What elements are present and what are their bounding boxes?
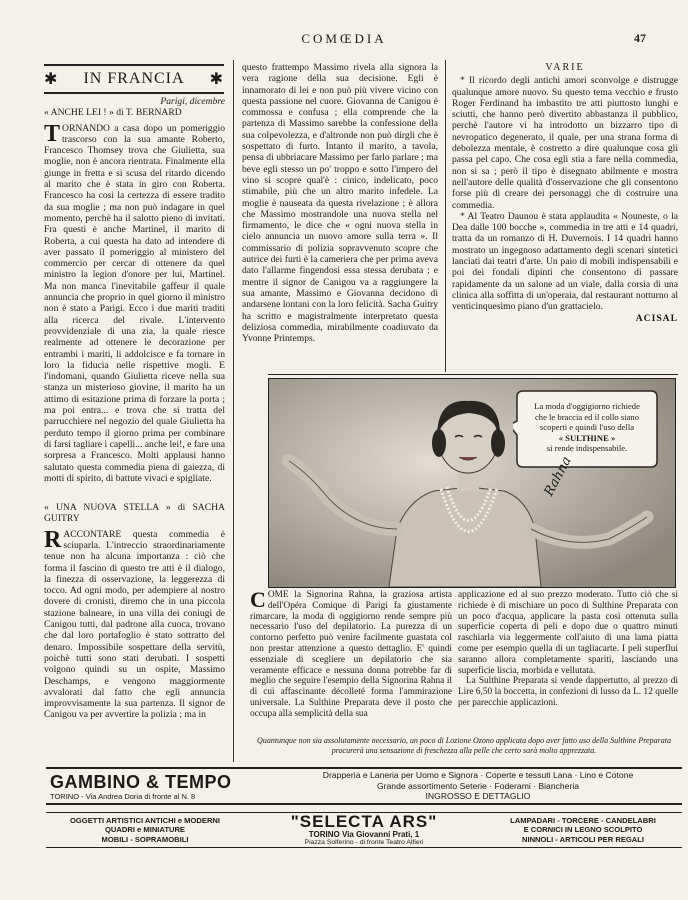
varie-item-2: * Al Teatro Daunou è stata applaudita « Nouneste, o la Dea dalle 100 bocche », commedia in tre atti e 14 quadri, tratta da un romanzo di H. Duvernois. I 14 quadri hanno mostrato un ingegnoso adattamento degli scenari sintetici lanciati dai teatri d'arte. Un paio di mobili indispensabili e poi dei fondali dipinti che consentono di passare rapidamente da un salone ad un viale, dalla corsia di una clinica alla soffitta di un'operaia, dal restaurant notturno al venticinquesimo piano d'un grattacielo.	[452, 210, 678, 313]
bubble-line: La moda d'oggigiorno richiede	[534, 401, 640, 411]
selecta-line: E CORNICI IN LEGNO SCOLPITO	[523, 825, 643, 835]
drop-cap: C	[250, 590, 266, 612]
article-anche-lei	[44, 120, 225, 485]
column-divider-1	[233, 60, 234, 762]
bubble-line: si rende indispensabile.	[546, 443, 628, 454]
article-continuation: questo frattempo Massimo rivela alla signora la vera ragione della sua decisione. Egli è innamorato di lei e non può più vivere vicino con questa passione nel cuore. Giovanna de Canigou è commossa e confusa ; ella comprende che la partenza di Massimo sarebbe la confessione della sua colpevolezza, e d'altronde non può dirgli che è sospettato di furto. Intanto il marito, a tavola, pensa di ubbriacare Massimo per farlo parlare ; ma beve egli stesso un po' troppo e sotto l'impero del vino si scopre qual'è : cinico, indelicato, poco stimabile, più che un altro marito infedele. La moglie è nauseata da questa rivelazione ; è allora che Massimo mostrandole una nuova stella nel firmamento, le dice che « ogni nuova stella in cielo annuncia un nuovo amore sulla terra ». Il commissario di polizia sopravvenuto scopre che autrice dei furti è la cameriera che per prima aveva dato l'allarme fingendosi essa stessa derubata ; e mentre il signor de Canigou va a raggiungere la sua amante, Massimo e Giovanna decidono di andarsene lontani con la loro felicità. Sacha Guitry ha scritto e magistralmente interpretato questa deliziosa commedia, mirabilmente coadiuvato da Yvonne Printemps.	[242, 62, 438, 345]
dateline: Parigi, dicembre	[160, 96, 225, 107]
star-icon: ✱	[209, 71, 224, 88]
gambino-address: TORINO - Via Andrea Doria di fronte al N. 8	[50, 792, 196, 801]
selecta-address-detail: Piazza Solferino - di fronte Teatro Alfieri	[304, 839, 424, 846]
bubble-line: scoperti e quindi l'uso della	[539, 422, 635, 433]
selecta-left-text	[50, 816, 240, 844]
ad-body-col-2	[458, 590, 678, 730]
ad-body-col-1	[250, 590, 452, 730]
drop-cap: R	[44, 526, 62, 553]
star-icon: ✱	[44, 71, 59, 88]
selecta-line: QUADRI e MINIATURE	[104, 825, 186, 835]
ad-body-text-2: applicazione ed al suo prezzo moderato. Tutto ciò che si richiede è di mischiare un poco di Sulthine Preparata con un poco d'acqua, applicare la pasta così ottenuta sulla superficie coperta di peli e dopo due o quattro minuti raschiarla via leggermente coll'aiuto di una lama piatta come per esempio quella di un tagliacarte. I peli superflui saranno allora completamente spariti, lasciando una superficie liscia, morbida e vellutata.	[458, 590, 678, 676]
gambino-line: Drapperia e Laneria per Uomo e Signora · Coperte e tessuti Lana · Lino e Cotone	[322, 770, 634, 780]
sulthine-ad-photo	[268, 378, 676, 588]
ad-body-text-1: OME la Signorina Rahna, la graziosa artista dell'Opéra Comique di Parigi fa giustamente rimarcare, la moda di oggigiorno rende sempre più necessario l'uso del depilatorio. La purezza di un contorno perfetto può venire facilmente guastata col non prestar attenzione a questo dettaglio. E' quindi essenziale di scegliere un depilatorio che sia veramente efficace e nessuna donna potrebbe far di meglio che seguire l'esempio della Signorina Rahna il di cui affascinante décolleté forma l'ammirazione universale. La Sulthine Preparata deve il posto che occupa alla semplicità della sua	[250, 590, 452, 719]
gambino-details	[276, 770, 680, 802]
ad-footnote: Quantunque non sia assolutamente necessario, un poco di Lozione Ozono applicata dopo aver fatto uso della Sulthine Preparata procurerà una sensazione di freschezza alla pelle che certo sarà molto apprezzata.	[257, 736, 671, 755]
column-1	[44, 96, 225, 756]
magazine-title: COMŒDIA	[301, 31, 387, 46]
varie-item-1: * Il ricordo degli antichi amori sconvolge e distrugge qualunque amore nuovo. Su questo tema vecchio e frusto Roger Ferdinand ha imbastito tre atti piuttosto lunghi e sciutti, che hanno però divertito abbastanza il pubblico, perchè l'autore vi ha introdotto un bizzarro tipo di nevropatico degenerato, il quale, per una strana forma di debolezza mentale, è costretto a dire qualunque cosa gli passa pel capo. Che cosa egli stia a fare nella commedia, non si sa ; però il tipo è disegnato abilmente e mostra nell'autore delle qualità d'osservazione che gli consentono forse più di creare dei personaggi che di costruire una commedia.	[452, 75, 678, 211]
bubble-brand: « SULTHINE »	[558, 432, 616, 443]
selecta-center	[246, 813, 482, 847]
gambino-tempo-ad	[46, 767, 682, 805]
column-2	[242, 62, 438, 372]
selecta-right-text	[488, 816, 678, 844]
varie-heading: VARIE	[545, 62, 585, 73]
section-title-box	[44, 64, 224, 94]
ad-top-rule	[268, 374, 678, 375]
article-anche-lei-text: ORNANDO a casa dopo un pomeriggio trascorso con la sua amante Roberto, Francesco Thomsey trova che Giulietta, sua moglie, non è ancora rientrata. Finalmente ella giunge in fretta e si scusa del ritardo dicendo al marito che è stata in giro con Roberta. Francesco ha così la certezza di essere tradito da sua moglie ; ma non può indagare in quel momento, perchè ha il salotto pieno di invitati. Fra questi è anche Martinel, il marito di Roberta, a cui questa ha dato ad intendere di aver passato il pomeriggio al ministero del commercio per cercar di ottenere da quel ministro la legion d'onore per lui, Martinel. Ma non manca l'inevitabile gaffeur il quale annuncia che proprio in quel giorno il ministro non è stato a Parigi. Ecco i due mariti traditi alla ricerca del rivale. L'intervento provvidenziale di una zia, la quale riesce realmente ad ottenere le decorazione per entrambi i mariti, li addolcisce e fa tornare in loro la fiducia nelle rispettive mogli. E l'indomani, quando Giulietta riceve nella sua stanza un misterioso giovine, il marito ha un attimo di esitazione prima di forzare la porta ; ma poi entra... e trova che si tratta del parrucchiere nel negozio del quale Giulietta ha perduto tempo il giorno prima per combinare di farsi tagliare i capelli... anche lei!, e fare una sorpresa a Francesco. Molti applausi hanno salutato questa commedia piena di gaiezza, di motti di spirito, di battute vivaci e spigliate.	[44, 122, 225, 484]
selecta-line: NINNOLI - ARTICOLI PER REGALI	[521, 834, 645, 844]
section-title: IN FRANCIA	[83, 70, 185, 87]
selecta-line: OGGETTI ARTISTICI ANTICHI e MODERNI	[69, 816, 221, 825]
play-title-nuova-stella: « UNA NUOVA STELLA » di SACHA GUITRY	[44, 502, 225, 525]
selecta-line: LAMPADARI - TORCERE - CANDELABRI	[510, 816, 656, 825]
column-3	[452, 62, 678, 372]
page-number: 47	[634, 31, 646, 45]
bubble-text	[523, 401, 651, 454]
selecta-address: TORINO Via Giovanni Prati, 1	[308, 830, 420, 839]
selecta-line: MOBILI - SOPRAMOBILI	[101, 834, 189, 844]
ad-speech-bubble	[513, 385, 661, 473]
gambino-name: GAMBINO & TEMPO	[50, 772, 232, 792]
bubble-line: che le braccia ed il collo siano	[534, 411, 640, 422]
article-nuova-stella-text: ACCONTARE questa commedia è sciuparla. L'intreccio straordinariamente tenue non ha alcuna importanza : ciò che forma il fascino di questo tre atti è il dialogo, la finezza di osservazione, la leggerezza di tocco. Ad ogni modo, per adempiere al nostro dovere di cronisti, diremo che in una piccola stazione balneare, in una villa dei coniugi de Canigou tutti, dal padrone alla cuoca, trovano che dal loro portafoglio è stato sottratto del denaro. Impossibile sospettare della servitù, poichè tutti sono stati derubati. I sospetti volgono quindi su un ospite, Massimo Deschamps, e vengono maggiormente avvalorati dal fatto che egli annuncia improvvisamente la sua partenza. Il signor de Canigou va per avvertire la polizia ; ma in	[44, 528, 225, 721]
column-signature: ACISAL	[635, 312, 678, 324]
article-nuova-stella	[44, 526, 225, 721]
gambino-line: INGROSSO E DETTAGLIO	[425, 791, 531, 801]
photo-autograph: Rahna	[541, 454, 575, 499]
selecta-name: "SELECTA ARS"	[290, 812, 438, 831]
drop-cap: T	[44, 120, 61, 147]
gambino-line: Grande assortimento Seterie · Foderami · Biancheria	[376, 780, 580, 791]
ad-body-text-3: La Sulthine Preparata si vende dappertutto, al prezzo di Lire 6,50 la boccetta, in confezioni di lusso da L. 12 quelle per parecchie applicazioni.	[458, 676, 678, 708]
column-divider-2	[445, 60, 446, 372]
selecta-ars-ad	[46, 812, 682, 848]
play-title-anche-lei: « ANCHE LEI ! » di T. BERNARD	[44, 107, 182, 119]
